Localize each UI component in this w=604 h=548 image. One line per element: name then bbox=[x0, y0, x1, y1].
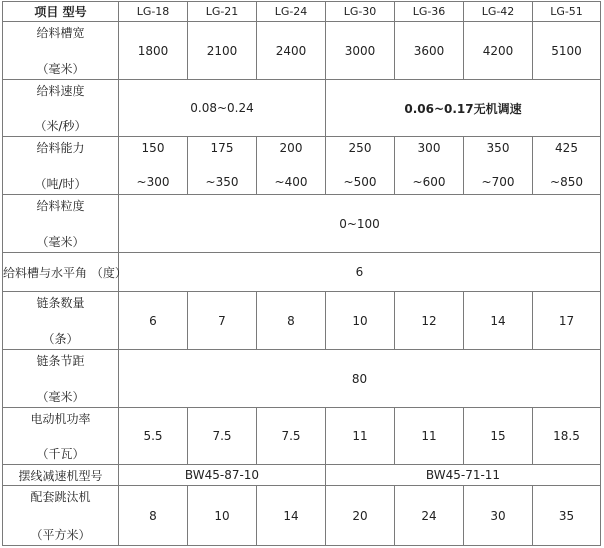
cell-value: 7 bbox=[188, 292, 257, 350]
range-low: 175 bbox=[210, 141, 234, 155]
range-high: ~500 bbox=[343, 175, 377, 189]
row-granularity bbox=[3, 195, 601, 253]
label-unit: （吨/时） bbox=[34, 177, 87, 191]
corner-header: 项目 型号 bbox=[3, 2, 119, 22]
cell-value: 10 bbox=[188, 486, 257, 546]
model-header: LG-18 bbox=[119, 2, 188, 22]
label-text: 给料槽与水平角 bbox=[3, 265, 88, 280]
merged-cell: 6 bbox=[119, 253, 601, 292]
row-chains bbox=[3, 292, 601, 350]
cell-value: 30 bbox=[464, 486, 533, 546]
row-label bbox=[3, 292, 119, 350]
range-low: 350 bbox=[486, 141, 510, 155]
cell-value: 14 bbox=[257, 486, 326, 546]
row-width bbox=[3, 22, 601, 80]
cell-value: 18.5 bbox=[533, 408, 601, 465]
cell-range bbox=[119, 137, 188, 195]
range-low: 250 bbox=[348, 141, 372, 155]
header-row bbox=[3, 2, 601, 22]
cell-range bbox=[257, 137, 326, 195]
range-high: ~400 bbox=[274, 175, 308, 189]
row-label bbox=[3, 350, 119, 408]
row-capacity bbox=[3, 137, 601, 195]
model-header: LG-42 bbox=[464, 2, 533, 22]
row-label bbox=[3, 137, 119, 195]
cell-value: 7.5 bbox=[257, 408, 326, 465]
cell-value: 1800 bbox=[119, 22, 188, 80]
cell-value: 11 bbox=[326, 408, 395, 465]
row-power bbox=[3, 408, 601, 465]
model-header: LG-51 bbox=[533, 2, 601, 22]
row-label bbox=[3, 80, 119, 137]
model-header: LG-21 bbox=[188, 2, 257, 22]
cell-range bbox=[533, 137, 601, 195]
cell-value: 2400 bbox=[257, 22, 326, 80]
row-screen bbox=[3, 486, 601, 546]
model-header: LG-36 bbox=[395, 2, 464, 22]
cell-value: 3000 bbox=[326, 22, 395, 80]
cell-range bbox=[395, 137, 464, 195]
cell-range bbox=[188, 137, 257, 195]
row-label: 摆线减速机型号 bbox=[3, 465, 119, 486]
label-text: 给料粒度 bbox=[36, 199, 85, 213]
label-unit: （米/秒） bbox=[34, 119, 87, 133]
row-speed bbox=[3, 80, 601, 137]
cell-value: 2100 bbox=[188, 22, 257, 80]
row-pitch bbox=[3, 350, 601, 408]
merged-cell: 80 bbox=[119, 350, 601, 408]
cell-value: 3600 bbox=[395, 22, 464, 80]
cell-value: 6 bbox=[119, 292, 188, 350]
cell-value: 7.5 bbox=[188, 408, 257, 465]
range-high: ~700 bbox=[481, 175, 515, 189]
cell-value: 12 bbox=[395, 292, 464, 350]
range-high: ~350 bbox=[205, 175, 239, 189]
label-unit: （毫米） bbox=[36, 235, 85, 249]
range-high: ~600 bbox=[412, 175, 446, 189]
merged-cell: 0.06~0.17无机调速 bbox=[326, 80, 601, 137]
range-low: 425 bbox=[555, 141, 578, 155]
merged-cell: BW45-71-11 bbox=[326, 465, 601, 486]
cell-value: 4200 bbox=[464, 22, 533, 80]
row-label bbox=[3, 22, 119, 80]
cell-value: 24 bbox=[395, 486, 464, 546]
label-unit: （条） bbox=[42, 332, 79, 346]
label-text: 链条数量 bbox=[36, 296, 85, 310]
merged-cell: 0~100 bbox=[119, 195, 601, 253]
cell-value: 20 bbox=[326, 486, 395, 546]
row-label bbox=[3, 486, 119, 546]
range-low: 200 bbox=[279, 141, 303, 155]
merged-cell: BW45-87-10 bbox=[119, 465, 326, 486]
label-text: 配套跳汰机 bbox=[30, 490, 91, 504]
label-text: 给料速度 bbox=[36, 84, 85, 98]
label-unit: （毫米） bbox=[36, 62, 85, 76]
label-unit: （毫米） bbox=[36, 390, 85, 404]
cell-value: 10 bbox=[326, 292, 395, 350]
row-label bbox=[3, 253, 127, 292]
cell-value: 8 bbox=[257, 292, 326, 350]
merged-cell: 0.08~0.24 bbox=[119, 80, 326, 137]
range-low: 150 bbox=[141, 141, 165, 155]
row-label bbox=[3, 195, 119, 253]
cell-range bbox=[326, 137, 395, 195]
model-header: LG-30 bbox=[326, 2, 395, 22]
label-text: 电动机功率 bbox=[30, 412, 91, 426]
label-text: 链条节距 bbox=[36, 354, 85, 368]
row-reducer bbox=[3, 465, 601, 486]
range-low: 300 bbox=[417, 141, 441, 155]
cell-value: 11 bbox=[395, 408, 464, 465]
cell-value: 8 bbox=[119, 486, 188, 546]
cell-value: 15 bbox=[464, 408, 533, 465]
label-unit: （度） bbox=[90, 265, 127, 280]
label-unit: （千瓦） bbox=[36, 447, 85, 461]
cell-value: 14 bbox=[464, 292, 533, 350]
cell-value: 5.5 bbox=[119, 408, 188, 465]
spec-table bbox=[2, 1, 601, 546]
cell-value: 35 bbox=[533, 486, 601, 546]
cell-value: 5100 bbox=[533, 22, 601, 80]
row-label bbox=[3, 408, 119, 465]
label-text: 给料槽宽 bbox=[36, 26, 85, 40]
label-unit: （平方米） bbox=[30, 528, 91, 542]
cell-range bbox=[464, 137, 533, 195]
model-header: LG-24 bbox=[257, 2, 326, 22]
cell-value: 17 bbox=[533, 292, 601, 350]
range-high: ~300 bbox=[136, 175, 170, 189]
row-angle bbox=[3, 253, 601, 292]
range-high: ~850 bbox=[550, 175, 583, 189]
label-text: 给料能力 bbox=[36, 141, 85, 155]
